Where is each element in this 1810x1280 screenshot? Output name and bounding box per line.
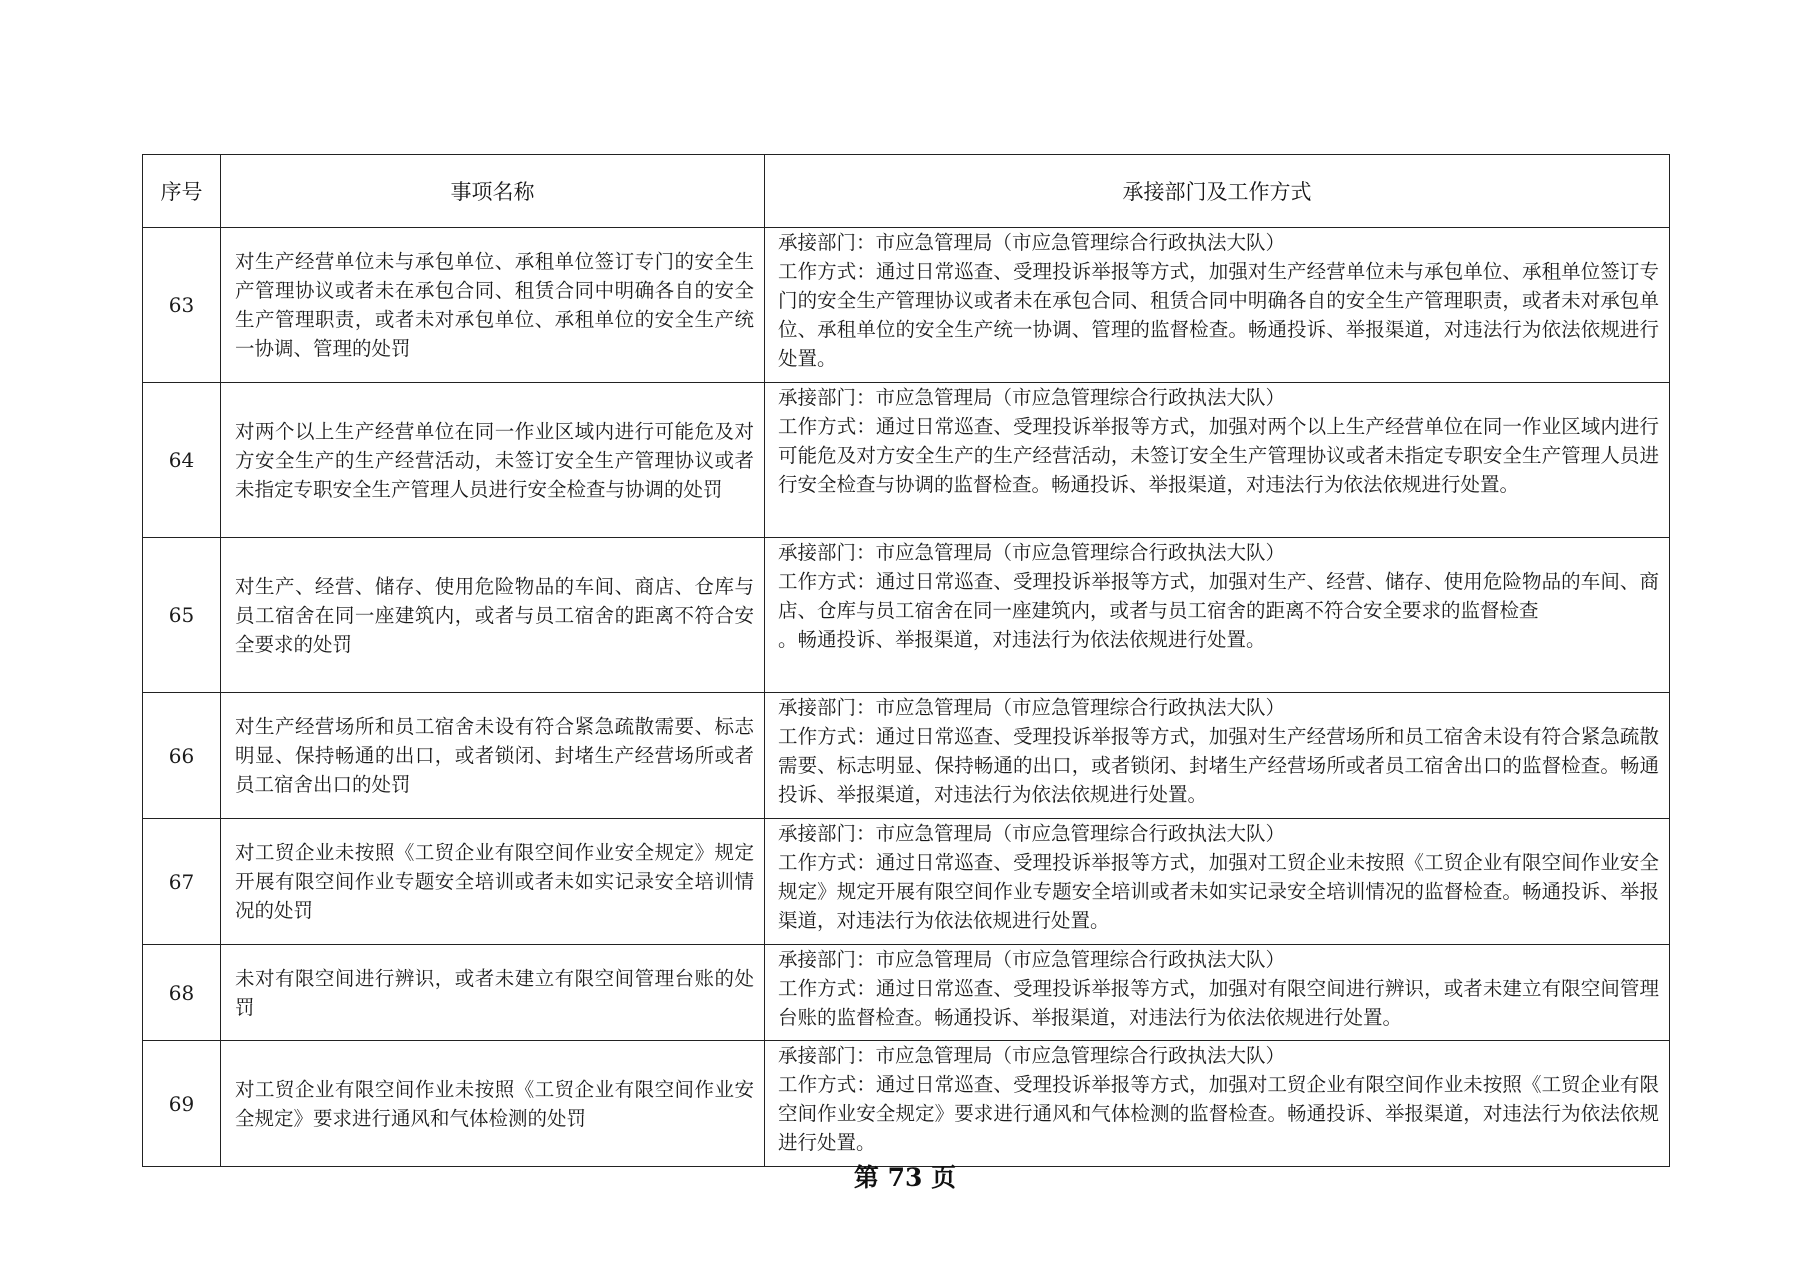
table-row — [143, 1041, 1670, 1167]
table-row — [143, 819, 1670, 945]
row-dept-cell — [765, 1041, 1670, 1167]
row-name: 未对有限空间进行辨识，或者未建立有限空间管理台账的处罚 — [221, 945, 765, 1041]
row-method: 工作方式：通过日常巡查、受理投诉举报等方式，加强对生产经营单位未与承包单位、承租单位签订专门的安全生产管理协议或者未在承包合同、租赁合同中明确各自的安全生产管理职责，或者未对承包单位、承租单位的安全生产统一协调、管理的监督检查。畅通投诉、举报渠道，对违法行为依法依规进行处置。 — [778, 260, 1659, 370]
row-dept: 承接部门：市应急管理局（市应急管理综合行政执法大队） — [778, 696, 1286, 719]
row-dept-cell — [765, 819, 1670, 945]
row-dept-cell — [765, 538, 1670, 693]
row-name: 对生产经营单位未与承包单位、承租单位签订专门的安全生产管理协议或者未在承包合同、租赁合同中明确各自的安全生产管理职责，或者未对承包单位、承租单位的安全生产统一协调、管理的处罚 — [221, 228, 765, 383]
page-number: 第 73 页 — [853, 1163, 957, 1192]
row-name: 对两个以上生产经营单位在同一作业区域内进行可能危及对方安全生产的生产经营活动，未签订安全生产管理协议或者未指定专职安全生产管理人员进行安全检查与协调的处罚 — [221, 383, 765, 538]
row-dept: 承接部门：市应急管理局（市应急管理综合行政执法大队） — [778, 1044, 1286, 1067]
row-method: 工作方式：通过日常巡查、受理投诉举报等方式，加强对工贸企业未按照《工贸企业有限空间作业安全规定》规定开展有限空间作业专题安全培训或者未如实记录安全培训情况的监督检查。畅通投诉、举报渠道，对违法行为依法依规进行处置。 — [778, 851, 1659, 932]
row-dept: 承接部门：市应急管理局（市应急管理综合行政执法大队） — [778, 541, 1286, 564]
table-row — [143, 383, 1670, 538]
row-seq: 65 — [143, 538, 221, 693]
row-dept: 承接部门：市应急管理局（市应急管理综合行政执法大队） — [778, 948, 1286, 971]
row-method: 工作方式：通过日常巡查、受理投诉举报等方式，加强对工贸企业有限空间作业未按照《工贸企业有限空间作业安全规定》要求进行通风和气体检测的监督检查。畅通投诉、举报渠道，对违法行为依法依规进行处置。 — [778, 1073, 1659, 1154]
row-extra: 。畅通投诉、举报渠道，对违法行为依法依规进行处置。 — [778, 628, 1266, 651]
table-row — [143, 945, 1670, 1041]
header-seq: 序号 — [143, 155, 221, 228]
row-dept-cell — [765, 383, 1670, 538]
row-dept: 承接部门：市应急管理局（市应急管理综合行政执法大队） — [778, 822, 1286, 845]
row-seq: 69 — [143, 1041, 221, 1167]
row-dept: 承接部门：市应急管理局（市应急管理综合行政执法大队） — [778, 386, 1286, 409]
table-row — [143, 693, 1670, 819]
row-name: 对生产经营场所和员工宿舍未设有符合紧急疏散需要、标志明显、保持畅通的出口，或者锁闭、封堵生产经营场所或者员工宿舍出口的处罚 — [221, 693, 765, 819]
row-seq: 63 — [143, 228, 221, 383]
table-header — [143, 155, 1670, 228]
row-dept-cell — [765, 693, 1670, 819]
row-name: 对工贸企业未按照《工贸企业有限空间作业安全规定》规定开展有限空间作业专题安全培训或者未如实记录安全培训情况的处罚 — [221, 819, 765, 945]
row-seq: 64 — [143, 383, 221, 538]
row-method: 工作方式：通过日常巡查、受理投诉举报等方式，加强对两个以上生产经营单位在同一作业区域内进行可能危及对方安全生产的生产经营活动，未签订安全生产管理协议或者未指定专职安全生产管理人员进行安全检查与协调的监督检查。畅通投诉、举报渠道，对违法行为依法依规进行处置。 — [778, 415, 1659, 496]
matters-table — [142, 154, 1670, 1167]
row-name: 对工贸企业有限空间作业未按照《工贸企业有限空间作业安全规定》要求进行通风和气体检测的处罚 — [221, 1041, 765, 1167]
header-name: 事项名称 — [221, 155, 765, 228]
row-seq: 67 — [143, 819, 221, 945]
row-method: 工作方式：通过日常巡查、受理投诉举报等方式，加强对有限空间进行辨识，或者未建立有限空间管理台账的监督检查。畅通投诉、举报渠道，对违法行为依法依规进行处置。 — [778, 977, 1659, 1029]
row-seq: 68 — [143, 945, 221, 1041]
table-row — [143, 538, 1670, 693]
row-seq: 66 — [143, 693, 221, 819]
row-dept: 承接部门：市应急管理局（市应急管理综合行政执法大队） — [778, 231, 1286, 254]
row-method: 工作方式：通过日常巡查、受理投诉举报等方式，加强对生产、经营、储存、使用危险物品的车间、商店、仓库与员工宿舍在同一座建筑内，或者与员工宿舍的距离不符合安全要求的监督检查 — [778, 570, 1659, 622]
row-method: 工作方式：通过日常巡查、受理投诉举报等方式，加强对生产经营场所和员工宿舍未设有符合紧急疏散需要、标志明显、保持畅通的出口，或者锁闭、封堵生产经营场所或者员工宿舍出口的监督检查。畅通投诉、举报渠道，对违法行为依法依规进行处置。 — [778, 725, 1659, 806]
row-name: 对生产、经营、储存、使用危险物品的车间、商店、仓库与员工宿舍在同一座建筑内，或者与员工宿舍的距离不符合安全要求的处罚 — [221, 538, 765, 693]
row-dept-cell — [765, 945, 1670, 1041]
header-dept: 承接部门及工作方式 — [765, 155, 1670, 228]
row-dept-cell — [765, 228, 1670, 383]
table-row — [143, 228, 1670, 383]
